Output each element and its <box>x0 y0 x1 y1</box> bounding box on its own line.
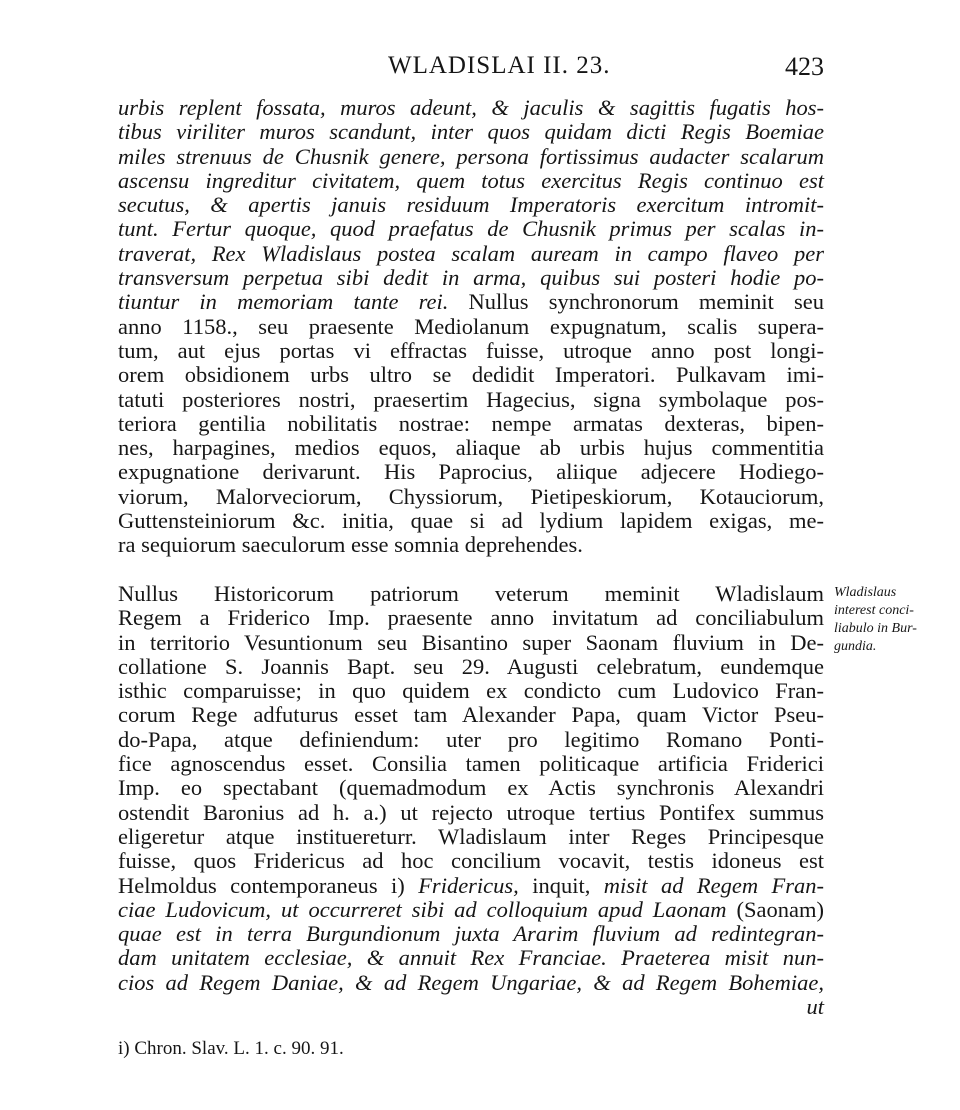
page-number: 423 <box>785 52 824 81</box>
text-line <box>118 849 824 873</box>
text-line <box>118 266 824 290</box>
paragraph-2 <box>118 582 824 1019</box>
text-line <box>118 315 824 339</box>
text-line <box>118 217 824 241</box>
text-line <box>118 436 824 460</box>
text-run: misit ad Regem Fran- <box>603 872 824 898</box>
text-run: viorum, Malorveciorum, Chyssiorum, Pietipeskiorum, Kotauciorum, <box>118 483 824 509</box>
text-run: dam unitatem ecclesiae, & annuit Rex Franciae. Praeterea misit nun- <box>118 945 824 971</box>
margin-note-line: Wladislaus <box>834 585 897 600</box>
text-line <box>118 96 824 120</box>
text-run: tatuti posteriores nostri, praesertim Hagecius, signa symbolaque pos- <box>118 386 824 412</box>
margin-note-line: liabulo in Bur- <box>834 621 917 636</box>
text-run: Regem a Friderico Imp. praesente anno invitatum ad conciliabulum <box>118 605 824 631</box>
text-run: anno 1158., seu praesente Mediolanum expugnatum, scalis supera- <box>118 313 824 339</box>
text-run: ostendit Baronius ad h. a.) ut rejecto utroque tertius Pontifex summus <box>118 799 824 825</box>
text-line <box>118 388 824 412</box>
text-line <box>118 363 824 387</box>
text-line <box>118 922 824 946</box>
text-line <box>118 290 824 314</box>
text-run: eligeretur atque instituereturr. Wladislaum inter Reges Principesque <box>118 823 824 849</box>
text-run: corum Rege adfuturus esset tam Alexander Papa, quam Victor Pseu- <box>118 702 824 728</box>
text-run: expugnatione derivarunt. His Paprocius, aliique adjecere Hodiego- <box>118 459 824 485</box>
text-line <box>118 145 824 169</box>
text-run: ut <box>806 994 824 1020</box>
text-line <box>118 995 824 1019</box>
text-run: tum, aut ejus portas vi effractas fuisse, utroque anno post longi- <box>118 337 824 363</box>
text-run: ciae Ludovicum, ut occurreret sibi ad colloquium apud Laonam <box>118 896 727 922</box>
text-run: isthic comparuisse; in quo quidem ex condicto cum Ludovico Fran- <box>118 678 824 704</box>
text-line <box>118 339 824 363</box>
text-line <box>118 655 824 679</box>
text-line <box>118 242 824 266</box>
text-line <box>118 776 824 800</box>
text-run: collatione S. Joannis Bapt. seu 29. Augusti celebratum, eundemque <box>118 653 824 679</box>
text-run: nes, harpagines, medios equos, aliaque ab urbis hujus commentitia <box>118 435 824 461</box>
text-line <box>118 801 824 825</box>
text-line <box>118 946 824 970</box>
paragraph-1 <box>118 96 824 558</box>
text-run: orem obsidionem urbs ultro se dedidit Imperatori. Pulkavam imi- <box>118 362 824 388</box>
text-line <box>118 825 824 849</box>
text-line <box>118 898 824 922</box>
page-header <box>118 52 824 92</box>
text-line <box>118 679 824 703</box>
text-run: tibus viriliter muros scandunt, inter quos quidam dicti Regis Boemiae <box>118 119 824 145</box>
text-line <box>118 509 824 533</box>
text-line <box>118 485 824 509</box>
text-line <box>118 874 824 898</box>
text-line <box>118 412 824 436</box>
text-run: Nullus synchronorum meminit seu <box>448 289 824 315</box>
text-line <box>118 193 824 217</box>
text-run: teriora gentilia nobilitatis nostrae: nempe armatas dexteras, bipen- <box>118 410 824 436</box>
text-line <box>118 752 824 776</box>
text-line <box>118 728 824 752</box>
text-run: fice agnoscendus esset. Consilia tamen politicaque artificia Friderici <box>118 751 824 777</box>
text-line <box>118 169 824 193</box>
footnote: i) Chron. Slav. L. 1. c. 90. 91. <box>118 1038 344 1059</box>
text-run: tunt. Fertur quoque, quod praefatus de Chusnik primus per scalas in- <box>118 216 824 242</box>
text-run: Imp. eo spectabant (quemadmodum ex Actis synchronis Alexandri <box>118 775 824 801</box>
text-run: Nullus Historicorum patriorum veterum meminit Wladislaum <box>118 581 824 606</box>
text-run: cios ad Regem Daniae, & ad Regem Ungariae, & ad Regem Bohemiae, <box>118 969 824 995</box>
text-run: (Saonam) <box>726 896 824 922</box>
text-line <box>118 631 824 655</box>
text-line <box>118 703 824 727</box>
text-run: traverat, Rex Wladislaus postea scalam auream in campo flaveo per <box>118 240 824 266</box>
text-run: tiuntur in memoriam tante rei. <box>118 289 449 315</box>
margin-note-line: interest conci- <box>834 603 914 618</box>
text-run: Fridericus, <box>418 872 519 898</box>
text-run: transversum perpetua sibi dedit in arma, quibus sui posteri hodie po- <box>118 265 824 291</box>
text-line <box>118 606 824 630</box>
text-run: inquit, <box>518 872 604 898</box>
running-title: WLADISLAI II. 23. <box>388 52 611 79</box>
text-run: ascensu ingreditur civitatem, quem totus exercitus Regis continuo est <box>118 167 824 193</box>
text-run: Helmoldus contemporaneus i) <box>118 872 419 898</box>
margin-note <box>834 584 926 656</box>
margin-note-line: gundia. <box>834 639 877 654</box>
text-run: secutus, & apertis januis residuum Imperatoris exercitum intromit- <box>118 192 824 218</box>
text-line <box>118 582 824 606</box>
text-line <box>118 120 824 144</box>
text-run: ra sequiorum saeculorum esse somnia deprehendes. <box>118 532 583 558</box>
text-run: Guttensteiniorum &c. initia, quae si ad lydium lapidem exigas, me- <box>118 508 824 534</box>
text-run: quae est in terra Burgundionum juxta Ararim fluvium ad redintegran- <box>118 921 824 947</box>
text-line <box>118 971 824 995</box>
text-run: do-Papa, atque definiendum: uter pro legitimo Romano Ponti- <box>118 726 824 752</box>
text-run: fuisse, quos Fridericus ad hoc concilium vocavit, testis idoneus est <box>118 848 824 874</box>
text-run: in territorio Vesuntionum seu Bisantino super Saonam fluvium in De- <box>118 629 824 655</box>
text-line <box>118 533 824 557</box>
text-line <box>118 460 824 484</box>
text-run: miles strenuus de Chusnik genere, persona fortissimus audacter scalarum <box>118 143 824 169</box>
text-run: urbis replent fossata, muros adeunt, & jaculis & sagittis fugatis hos- <box>118 95 824 120</box>
